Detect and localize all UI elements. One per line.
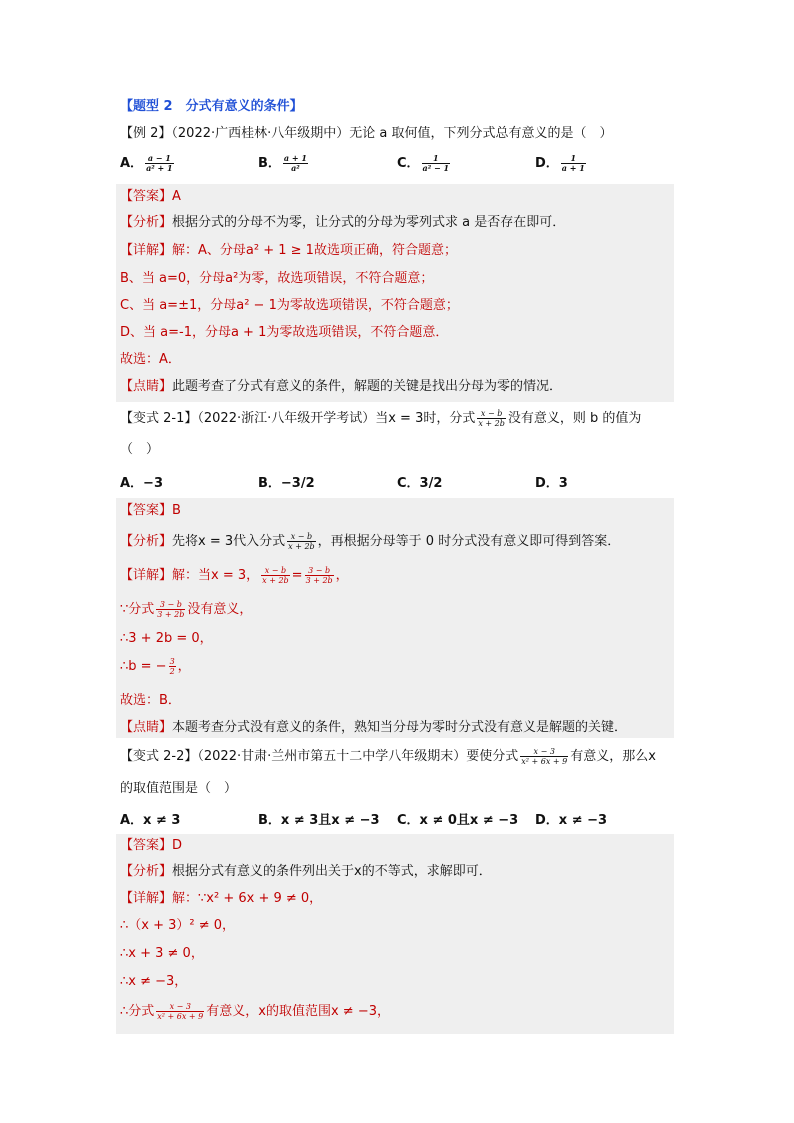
- variant-2-2-stem: 【变式 2-2】（2022·甘肃·兰州市第五十二中学八年级期末）要使分式 $\frac{x - 3}{\text{x² + 6x + 9}}$ 有意义，那么x: [120, 747, 656, 766]
- source: （2022·广西桂林·八年级期中）: [171, 126, 350, 141]
- option-b[interactable]: B．x ≠ 3且x ≠ −3: [258, 813, 380, 828]
- example-2-stem: [120, 124, 613, 144]
- answer-line: 【答案】A: [120, 189, 181, 204]
- detail-line-3: C、当 a=±1，分母a² − 1为零故选项错误，不符合题意；: [120, 298, 459, 313]
- option-d[interactable]: D． $\frac{1}{a + 1}$: [535, 153, 585, 173]
- detail-line-4: D、当 a=-1，分母a + 1为零故选项错误，不符合题意．: [120, 325, 449, 340]
- detail-line-4: ∴x ≠ −3，: [120, 974, 188, 989]
- choose-line: 故选：A．: [120, 352, 181, 367]
- detail-line-2: ∴（x + 3）² ≠ 0，: [120, 918, 236, 933]
- option-d[interactable]: D．3: [535, 476, 568, 491]
- choose-line: 故选：B．: [120, 693, 181, 708]
- detail-line-1: 【详解】解：∵x² + 6x + 9 ≠ 0，: [120, 891, 323, 906]
- question-text: 无论 a 取何值，下列分式总有意义的是（ ）: [349, 126, 613, 141]
- option-a[interactable]: A．−3: [120, 476, 163, 491]
- option-d[interactable]: D．x ≠ −3: [535, 813, 608, 828]
- option-b[interactable]: B．−3/2: [258, 476, 315, 491]
- detail-line-3: ∴3 + 2b = 0，: [120, 631, 213, 646]
- analysis-line: 【分析】根据分式的分母不为零，让分式的分母为零列式求 a 是否存在即可．: [120, 215, 566, 230]
- answer-line: 【答案】B: [120, 503, 181, 518]
- option-a[interactable]: A． $\frac{a - 1}{\text{a² + 1}}$: [120, 153, 173, 173]
- comment-line: 【点睛】此题考查了分式有意义的条件，解题的关键是找出分母为零的情况．: [120, 379, 563, 394]
- answer-line: 【答案】D: [120, 838, 183, 853]
- analysis-line: 【分析】先将x = 3代入分式 $\frac{x - b}{x + 2b}$ ，再根据分母等于 0 时分式没有意义即可得到答案．: [120, 532, 621, 551]
- detail-line-1: 【详解】解：A、分母a² + 1 ≥ 1故选项正确，符合题意；: [120, 243, 457, 258]
- detail-line-1: 【详解】解：当x = 3， $\frac{x - b}{x + 2b}$ = $\frac{3 - b}{3 + 2b}$ ，: [120, 566, 349, 585]
- section-title: 【题型 2 分式有意义的条件】: [120, 99, 303, 114]
- variant-2-1-stem: 【变式 2-1】（2022·浙江·八年级开学考试）当x = 3时，分式 $\frac{x - b}{x + 2b}$ 没有意义，则 b 的值为: [120, 409, 642, 428]
- detail-line-2: ∵分式 $\frac{3 - b}{3 + 2b}$ 没有意义，: [120, 600, 253, 619]
- option-b[interactable]: B． $\frac{a + 1}{\text{a²}}$: [258, 153, 307, 173]
- option-c[interactable]: C．3/2: [397, 476, 443, 491]
- variant-2-2-stem-cont: 的取值范围是（ ）: [120, 781, 238, 796]
- detail-line-4: ∴b = − $\frac{3}{2}$ ，: [120, 657, 191, 676]
- detail-line-5: ∴分式 $\frac{x - 3}{\text{x² + 6x + 9}}$ 有意义，x的取值范围x ≠ −3，: [120, 1002, 390, 1021]
- example-tag: 【例 2】: [120, 126, 172, 141]
- detail-line-3: ∴x + 3 ≠ 0，: [120, 946, 204, 961]
- variant-2-1-stem-cont: （ ）: [120, 442, 160, 457]
- option-c[interactable]: C．x ≠ 0且x ≠ −3: [397, 813, 519, 828]
- detail-line-2: B、当 a=0，分母a²为零，故选项错误，不符合题意；: [120, 271, 434, 286]
- analysis-line: 【分析】根据分式有意义的条件列出关于x的不等式，求解即可．: [120, 864, 492, 879]
- option-c[interactable]: C． $\frac{1}{\text{a² − 1}}$: [397, 153, 450, 173]
- comment-line: 【点睛】本题考查分式没有意义的条件，熟知当分母为零时分式没有意义是解题的关键．: [120, 720, 628, 735]
- option-a[interactable]: A．x ≠ 3: [120, 813, 181, 828]
